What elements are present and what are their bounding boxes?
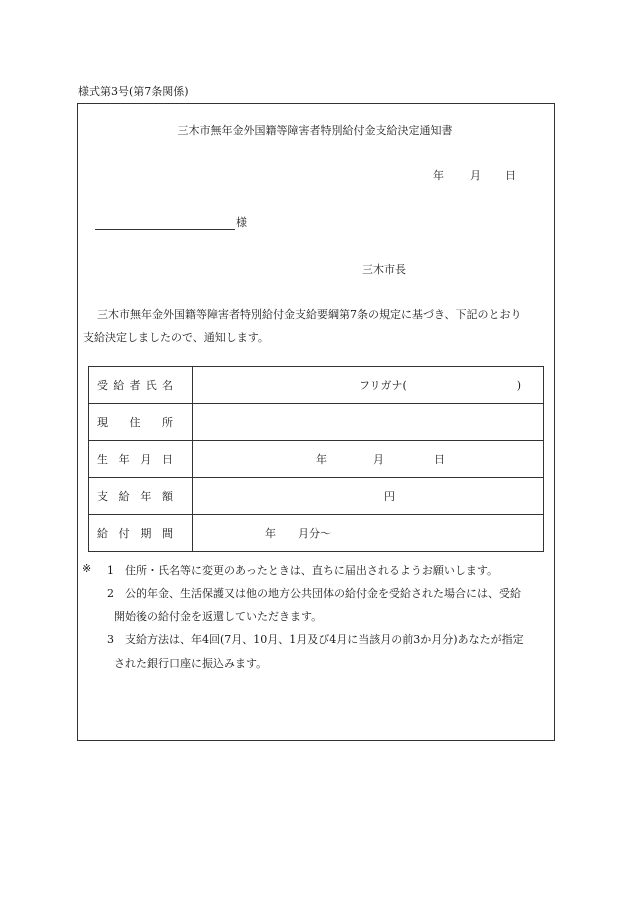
value-payment-period <box>193 515 544 552</box>
label-char: 者 <box>129 379 141 392</box>
label-char: 額 <box>161 490 173 503</box>
table-row-recipient-name <box>89 367 544 404</box>
label-char: 住 <box>129 416 141 429</box>
label-char: 日 <box>161 453 173 466</box>
furigana-field: フリガナ( ) <box>359 379 522 392</box>
table-row-address <box>89 404 544 441</box>
note-item-3: 3 支給方法は、年4回(7月、10月、1月及び4月に当該月の前3か月分)あなたが指定 <box>107 633 524 646</box>
label-char: 年 <box>118 453 130 466</box>
issuer-name: 三木市長 <box>362 263 406 276</box>
addressee-honorific: 様 <box>236 216 247 229</box>
label-birthdate <box>89 441 193 478</box>
label-char: 年 <box>140 490 152 503</box>
note-item-2-continuation: 開始後の給付金を返還していただきます。 <box>114 610 323 623</box>
label-char: 受 <box>97 379 108 392</box>
body-text-line-1: 三木市無年金外国籍等障害者特別給付金支給要綱第7条の規定に基づき、下記のとおり <box>97 308 522 321</box>
label-char: 生 <box>97 453 108 466</box>
document-title: 三木市無年金外国籍等障害者特別給付金支給決定通知書 <box>177 124 453 137</box>
birth-day-label: 日 <box>434 453 445 466</box>
value-birthdate <box>193 441 544 478</box>
label-char: 給 <box>118 490 130 503</box>
label-char: 現 <box>97 416 108 429</box>
table-row-annual-amount <box>89 478 544 515</box>
note-item-2: 2 公的年金、生活保護又は他の地方公共団体の給付金を受給された場合には、受給 <box>107 587 521 600</box>
recipient-info-table <box>88 366 544 552</box>
note-item-1: 1 住所・氏名等に変更のあったときは、直ちに届出されるようお願いします。 <box>107 564 499 577</box>
value-annual-amount <box>193 478 544 515</box>
label-char: 名 <box>162 379 173 392</box>
form-number-label: 様式第3号(第7条関係) <box>78 85 189 98</box>
label-recipient-name <box>89 367 193 404</box>
label-char: 所 <box>162 416 173 429</box>
label-char: 給 <box>113 379 125 392</box>
label-payment-period <box>89 515 193 552</box>
yen-unit: 円 <box>384 490 395 503</box>
table-row-payment-period <box>89 515 544 552</box>
body-text-line-2: 支給決定しましたので、通知します。 <box>83 331 269 344</box>
label-char: 氏 <box>145 379 157 392</box>
note-item-3-continuation: された銀行口座に振込みます。 <box>114 657 268 670</box>
label-char: 支 <box>97 490 108 503</box>
table-row-birthdate <box>89 441 544 478</box>
date-day-label: 日 <box>505 169 516 182</box>
birth-month-label: 月 <box>373 453 384 466</box>
value-recipient-name <box>193 367 544 404</box>
label-char: 期 <box>140 527 152 540</box>
notes-mark: ※ <box>82 562 92 575</box>
birth-year-label: 年 <box>316 453 327 466</box>
date-month-label: 月 <box>470 169 481 182</box>
label-char: 付 <box>118 527 130 540</box>
value-address <box>193 404 544 441</box>
label-char: 月 <box>140 453 152 466</box>
date-year-label: 年 <box>433 169 444 182</box>
label-char: 給 <box>97 527 108 540</box>
label-address <box>89 404 193 441</box>
payment-period-text: 年 月分〜 <box>265 527 331 540</box>
label-char: 間 <box>161 527 173 540</box>
addressee-name-line <box>95 229 235 230</box>
label-annual-amount <box>89 478 193 515</box>
